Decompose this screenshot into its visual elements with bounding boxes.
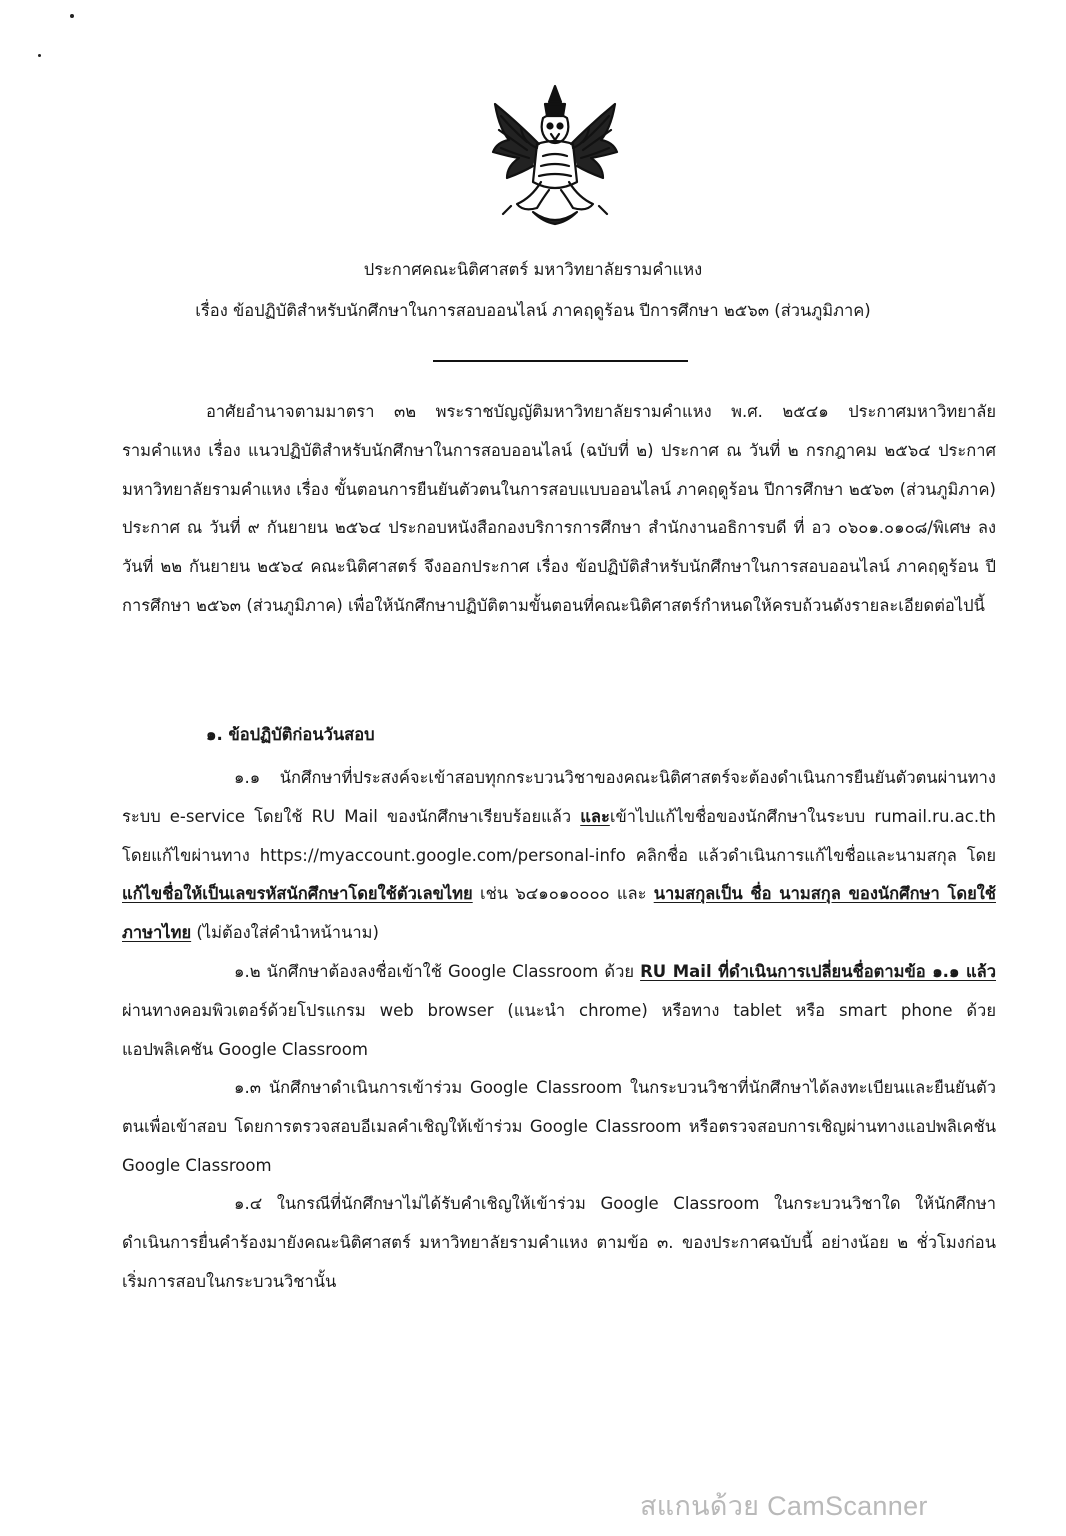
scan-speck: [70, 14, 74, 18]
item-1-2-text: ผ่านทางคอมพิวเตอร์ด้วยโปรแกรม web browser (แนะนำ chrome) หรือทาง tablet หรือ smart phone ด้วยแอปพลิเคชัน Google Classroom: [122, 1000, 996, 1059]
item-1-1-text: (ไม่ต้องใส่คำนำหน้านาม): [191, 923, 379, 943]
item-1-1-text: เช่น ๖๔๑๐๑๐๐๐๐ และ: [472, 884, 654, 904]
divider-line: [433, 360, 688, 362]
item-1-1-text: ๑.๑ นักศึกษาที่ประสงค์จะเข้าสอบทุกกระบวนวิชาของคณะนิติศาสตร์จะต้องดำเนินการยืนยันตัวตนผ่านทางระบบ e-service โดยใช้ RU Mail ของนักศึกษาเรียบร้อยแล้ว: [122, 768, 996, 826]
item-1-1-underline-id: แก้ไขชื่อให้เป็นเลขรหัสนักศึกษาโดยใช้ตัวเลขไทย: [122, 884, 473, 904]
item-1-4-paragraph: ๑.๔ ในกรณีที่นักศึกษาไม่ได้รับคำเชิญให้เข้าร่วม Google Classroom ในกระบวนวิชาใด ให้นักศึกษาดำเนินการยื่นคำร้องมายังคณะนิติศาสตร์ มหาวิทยาลัยรามคำแหง ตามข้อ ๓. ของประกาศฉบับนี้ อย่างน้อย ๒ ชั่วโมงก่อนเริ่มการสอบในกระบวนวิชานั้น: [122, 1194, 996, 1291]
item-1-2-text: ๑.๒ นักศึกษาต้องลงชื่อเข้าใช้ Google Classroom ด้วย: [234, 962, 641, 981]
item-1-1-paragraph: [122, 759, 996, 953]
scan-speck: [38, 54, 41, 57]
announcement-subject: เรื่อง ข้อปฏิบัติสำหรับนักศึกษาในการสอบออนไลน์ ภาคฤดูร้อน ปีการศึกษา ๒๕๖๓ (ส่วนภูมิภาค): [195, 301, 871, 320]
item-1-1-text: เข้าไปแก้ไขชื่อของนักศึกษาในระบบ rumail.ru.ac.th โดยแก้ไขผ่านทาง https://myaccount.google.com/personal-info คลิกชื่อ แล้วดำเนินการแก้ไขชื่อและนามสกุล โดย: [122, 806, 996, 865]
item-1-3-paragraph: ๑.๓ นักศึกษาดำเนินการเข้าร่วม Google Classroom ในกระบวนวิชาที่นักศึกษาได้ลงทะเบียนและยืนยันตัวตนเพื่อเข้าสอบ โดยการตรวจสอบอีเมลคำเชิญให้เข้าร่วม Google Classroom หรือตรวจสอบการเชิญผ่านทางแอปพลิเคชัน Google Classroom: [122, 1078, 996, 1175]
item-1-2-paragraph: [122, 953, 996, 1069]
garuda-emblem-icon: [487, 82, 623, 232]
item-1-2-underline: RU Mail ที่ดำเนินการเปลี่ยนชื่อตามข้อ ๑.๑ แล้ว: [640, 962, 996, 981]
section-1-heading: ๑. ข้อปฏิบัติก่อนวันสอบ: [206, 725, 375, 744]
preamble-paragraph: อาศัยอำนาจตามมาตรา ๓๒ พระราชบัญญัติมหาวิทยาลัยรามคำแหง พ.ศ. ๒๕๔๑ ประกาศมหาวิทยาลัยรามคำแหง เรื่อง แนวปฏิบัติสำหรับนักศึกษาในการสอบออนไลน์ (ฉบับที่ ๒) ประกาศ ณ วันที่ ๒ กรกฎาคม ๒๕๖๔ ประกาศมหาวิทยาลัยรามคำแหง เรื่อง ขั้นตอนการยืนยันตัวตนในการสอบแบบออนไลน์ ภาคฤดูร้อน ปีการศึกษา ๒๕๖๓ (ส่วนภูมิภาค) ประกาศ ณ วันที่ ๙ กันยายน ๒๕๖๔ ประกอบหนังสือกองบริการการศึกษา สำนักงานอธิการบดี ที่ อว ๐๖๐๑.๐๑๐๘/พิเศษ ลงวันที่ ๒๒ กันยายน ๒๕๖๔ คณะนิติศาสตร์ จึงออกประกาศ เรื่อง ข้อปฏิบัติสำหรับนักศึกษาในการสอบออนไลน์ ภาคฤดูร้อน ปีการศึกษา ๒๕๖๓ (ส่วนภูมิภาค) เพื่อให้นักศึกษาปฏิบัติตามขั้นตอนที่คณะนิติศาสตร์กำหนดให้ครบถ้วนดังรายละเอียดต่อไปนี้: [122, 402, 996, 615]
item-1-1-underline-and: และ: [580, 806, 610, 826]
announcement-title: ประกาศคณะนิติศาสตร์ มหาวิทยาลัยรามคำแหง: [363, 260, 703, 279]
item-1-1-underline-surname: นามสกุลเป็น ชื่อ นามสกุล ของนักศึกษา โดยใช้ภาษาไทย: [122, 884, 996, 943]
camscanner-watermark: สแกนด้วย CamScanner: [640, 1491, 928, 1521]
